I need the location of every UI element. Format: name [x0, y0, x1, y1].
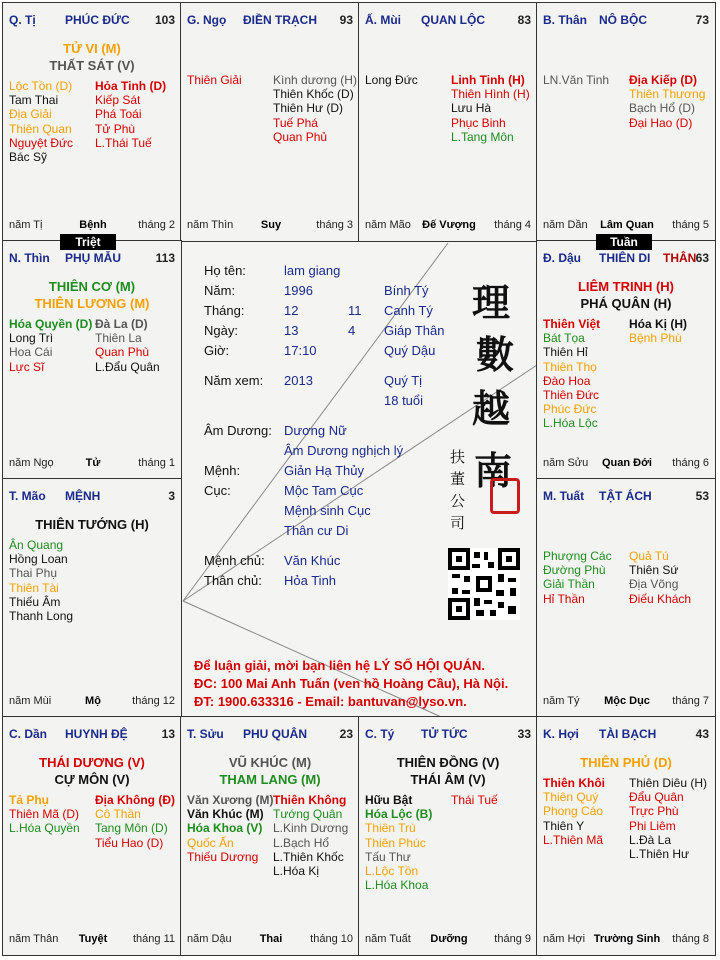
- star-item: Quan Phù: [95, 345, 150, 360]
- star-item: Thiên Hư (D): [273, 101, 344, 116]
- star-item: Đẩu Quân: [629, 790, 684, 805]
- day-can: Giáp Thân: [384, 323, 445, 338]
- star-item: Long Đức: [365, 73, 418, 87]
- star-item: Thiên Giải: [187, 73, 242, 87]
- palace-position: Đ. Dậu: [543, 251, 582, 265]
- star-item: Điếu Khách: [629, 591, 692, 606]
- palace-position: G. Ngọ: [187, 13, 227, 27]
- star-item: Linh Tinh (H): [451, 73, 525, 87]
- palace-number: 43: [695, 727, 709, 741]
- star-item: Thai Phụ: [9, 566, 58, 581]
- palace-footer: [9, 457, 177, 471]
- left-stars: [543, 776, 605, 847]
- palace-stage: Suy: [260, 219, 282, 231]
- star-item: Quốc Ấn: [187, 835, 234, 850]
- palace-year: năm Ngọ: [9, 457, 54, 469]
- star-item: L.Hóa Lộc: [543, 416, 598, 431]
- main-star: PHÁ QUÂN (H): [580, 296, 672, 311]
- star-item: Hóa Khoa (V): [187, 821, 263, 836]
- palace-header: [365, 13, 533, 29]
- palace-position: N. Thìn: [9, 251, 50, 265]
- palace-cell-dau: [536, 240, 716, 480]
- palace-name: TÀI BẠCH: [599, 727, 657, 741]
- left-stars: [543, 549, 612, 606]
- palace-header: [9, 727, 177, 743]
- star-item: L.Bạch Hổ: [273, 835, 330, 850]
- palace-stage: Trường Sinh: [593, 933, 661, 945]
- star-item: Quả Tú: [629, 549, 669, 563]
- age-value: 18 tuổi: [384, 393, 424, 408]
- star-item: Phong Cáo: [543, 804, 604, 819]
- palace-header: [543, 727, 711, 743]
- contact-line-2: ĐC: 100 Mai Anh Tuấn (ven hồ Hoàng Cầu), Hà Nội.: [194, 676, 509, 691]
- star-item: Đường Phù: [543, 563, 606, 578]
- star-item: Thiên La: [95, 331, 142, 346]
- palace-month: tháng 6: [672, 457, 709, 469]
- name-value: lam giang: [284, 263, 341, 278]
- star-item: Tam Thai: [9, 93, 59, 108]
- palace-number: 113: [155, 251, 175, 265]
- star-item: Thiên Diêu (H): [629, 776, 708, 790]
- amduong-label: Âm Dương:: [204, 423, 272, 438]
- star-item: Nguyệt Đức: [9, 135, 74, 150]
- calligraphy-char: 南: [474, 448, 513, 493]
- palace-stage: Đế Vượng: [422, 219, 476, 231]
- tuan-tag: Tuần: [596, 234, 652, 250]
- palace-stage: Mộc Dục: [604, 695, 650, 707]
- cuc-value: Mộc Tam Cục: [284, 483, 364, 498]
- palace-year: năm Tý: [543, 695, 580, 707]
- month-can: Canh Tý: [384, 303, 433, 318]
- palace-footer: [9, 219, 177, 233]
- palace-month: tháng 11: [132, 933, 175, 945]
- right-stars: [629, 317, 687, 345]
- main-star: CỰ MÔN (V): [54, 772, 130, 787]
- day-label: Ngày:: [204, 323, 238, 338]
- calligraphy-small: 董: [450, 470, 466, 488]
- main-star: THAM LANG (M): [219, 772, 321, 787]
- palace-position: Q. Tị: [9, 13, 36, 27]
- palace-year: năm Sửu: [543, 457, 589, 469]
- star-item: Thiếu Âm: [9, 594, 61, 609]
- star-item: Thiên Không: [273, 793, 347, 807]
- star-item: L.Hóa Khoa: [365, 878, 429, 893]
- main-star: THIÊN LƯƠNG (M): [34, 296, 150, 311]
- palace-stage: Thai: [259, 933, 283, 945]
- palace-footer: [543, 933, 711, 947]
- palace-position: T. Sửu: [187, 727, 224, 741]
- right-stars: [629, 776, 707, 861]
- view-year-can: Quý Tị: [384, 373, 423, 388]
- star-item: Văn Khúc (M): [187, 807, 264, 822]
- than-marker: THÂN: [663, 251, 697, 265]
- palace-name: ĐIỀN TRẠCH: [243, 13, 317, 27]
- left-stars: [543, 73, 609, 87]
- star-item: Bác Sỹ: [9, 149, 48, 164]
- left-stars: [9, 317, 92, 374]
- calligraphy-small: 司: [450, 514, 466, 532]
- day-lunar: 4: [348, 323, 356, 338]
- palace-number: 83: [517, 13, 531, 27]
- right-stars: [95, 793, 175, 850]
- palace-name: TẬT ÁCH: [599, 489, 652, 503]
- palace-footer: [543, 695, 711, 709]
- palace-year: năm Thìn: [187, 219, 234, 231]
- menh-label: Mệnh:: [204, 463, 241, 478]
- year-label: Năm:: [204, 283, 236, 298]
- main-star: THIÊN ĐỒNG (V): [396, 755, 500, 770]
- palace-footer: [365, 933, 533, 947]
- star-item: Lực Sĩ: [9, 359, 45, 374]
- star-item: Đà La (D): [95, 317, 148, 331]
- main-star: THẤT SÁT (V): [49, 58, 135, 73]
- star-item: L.Hóa Kị: [273, 863, 320, 878]
- star-item: Văn Xương (M): [187, 793, 274, 807]
- palace-number: 33: [517, 727, 531, 741]
- star-item: Phượng Các: [543, 549, 612, 563]
- star-item: Thiên Phúc: [365, 835, 426, 850]
- contact-line-1: Để luận giải, mời bạn liên hệ LÝ SỐ HỘI QUÁN.: [194, 658, 485, 673]
- palace-cell-ngo: [180, 2, 360, 242]
- star-item: Bát Tọa: [543, 331, 585, 346]
- palace-number: 23: [339, 727, 353, 741]
- palace-number: 63: [695, 251, 709, 265]
- palace-year: năm Dần: [543, 219, 588, 231]
- calligraphy-char: 越: [472, 386, 511, 431]
- star-item: L.Hóa Quyền: [9, 821, 80, 836]
- palace-footer: [365, 219, 533, 233]
- star-item: Thiên Thương: [629, 87, 706, 102]
- star-item: Tiểu Hao (D): [95, 835, 164, 850]
- palace-month: tháng 2: [138, 219, 175, 231]
- main-star: VŨ KHÚC (M): [228, 755, 312, 770]
- palace-number: 103: [154, 13, 175, 27]
- palace-stage: Tử: [85, 457, 101, 469]
- star-item: Thiên Khốc (D): [273, 87, 354, 102]
- thanchu-label: Thân chủ:: [204, 573, 262, 588]
- left-stars: [9, 793, 80, 836]
- palace-header: [543, 13, 711, 29]
- star-item: Thiên Trù: [365, 821, 416, 836]
- star-item: Thiên Mã (D): [9, 807, 80, 822]
- palace-number: 3: [168, 489, 175, 503]
- star-item: Thiên Đức: [543, 387, 600, 402]
- palace-footer: [9, 695, 177, 709]
- triet-tag: Triệt: [60, 234, 116, 250]
- menhchu-value: Văn Khúc: [284, 553, 341, 568]
- star-item: Hồng Loan: [9, 552, 68, 567]
- palace-year: năm Hợi: [543, 933, 586, 945]
- star-item: Thiên Sứ: [629, 563, 679, 578]
- palace-name: MỆNH: [65, 489, 101, 503]
- star-item: Lộc Tồn (D): [9, 79, 73, 93]
- palace-name: QUAN LỘC: [421, 13, 485, 27]
- menh-value: Giản Hạ Thủy: [284, 463, 364, 478]
- seal-stamp: [490, 478, 520, 514]
- palace-cell-mao: [2, 478, 182, 718]
- palace-year: năm Tuất: [365, 933, 411, 945]
- star-item: Địa Không (Đ): [95, 793, 175, 807]
- main-star: THÁI ÂM (V): [410, 772, 486, 787]
- palace-name: PHU QUÂN: [243, 727, 308, 741]
- star-item: Thiên Hình (H): [451, 87, 530, 102]
- star-item: Thiên Tài: [9, 580, 59, 595]
- palace-month: tháng 9: [494, 933, 531, 945]
- month-lunar: 11: [348, 303, 362, 318]
- star-item: Long Trì: [9, 331, 54, 346]
- palace-position: C. Dần: [9, 727, 48, 741]
- palace-month: tháng 8: [672, 933, 709, 945]
- star-item: Địa Võng: [629, 577, 679, 592]
- right-stars: [451, 793, 498, 807]
- star-item: Giải Thần: [543, 577, 595, 592]
- star-item: Kiếp Sát: [95, 93, 141, 108]
- view-year-value: 2013: [284, 373, 313, 388]
- star-item: Thiên Khôi: [543, 776, 605, 790]
- palace-name: PHỤ MẪU: [65, 251, 121, 265]
- calligraphy-small: 公: [450, 492, 466, 510]
- star-item: Thiếu Dương: [187, 849, 259, 864]
- star-item: Phục Binh: [451, 115, 506, 130]
- star-item: Trực Phù: [629, 804, 679, 819]
- palace-month: tháng 10: [310, 933, 353, 945]
- star-item: Tấu Thư: [365, 849, 411, 864]
- palace-position: C. Tý: [365, 727, 395, 741]
- center-info-panel: [180, 240, 537, 717]
- star-item: Địa Kiếp (D): [629, 73, 698, 87]
- palace-name: TỬ TỨC: [421, 727, 468, 741]
- palace-header: [9, 489, 177, 505]
- qr-code: [448, 548, 520, 620]
- palace-cell-ty_bottom: [358, 716, 538, 956]
- palace-month: tháng 4: [494, 219, 531, 231]
- star-item: Quan Phủ: [273, 129, 328, 144]
- palace-name: NÔ BỘC: [599, 13, 647, 27]
- star-item: Địa Giải: [9, 107, 52, 122]
- left-stars: [9, 79, 73, 164]
- star-item: L.Thiên Mã: [543, 832, 604, 847]
- month-solar: 12: [284, 303, 299, 318]
- palace-cell-mui: [358, 2, 538, 242]
- star-item: Ân Quang: [9, 538, 64, 552]
- palace-position: M. Tuất: [543, 489, 585, 503]
- left-stars: [543, 317, 600, 431]
- palace-footer: [187, 219, 355, 233]
- cuc-note-2: Thân cư Di: [284, 523, 349, 538]
- star-item: L.Tang Môn: [451, 129, 514, 144]
- palace-footer: [9, 933, 177, 947]
- palace-name: THIÊN DI: [599, 251, 651, 265]
- palace-year: năm Mão: [365, 219, 411, 231]
- palace-cell-ti: [2, 2, 182, 242]
- palace-stage: Quan Đới: [602, 457, 652, 469]
- cuc-label: Cục:: [204, 483, 231, 498]
- star-item: Kình dương (H): [273, 73, 357, 87]
- star-item: Thanh Long: [9, 608, 74, 623]
- right-stars: [629, 549, 691, 606]
- calligraphy-char: 數: [476, 332, 515, 377]
- palace-name: PHÚC ĐỨC: [65, 13, 130, 27]
- left-stars: [365, 793, 432, 892]
- left-stars: [365, 73, 418, 87]
- star-item: Tuế Phá: [273, 115, 318, 130]
- star-item: Bạch Hổ (D): [629, 101, 696, 116]
- left-stars: [187, 793, 274, 864]
- palace-header: [9, 251, 177, 267]
- main-star: THIÊN TƯỚNG (H): [35, 517, 149, 532]
- star-item: Tướng Quân: [273, 807, 343, 822]
- palace-number: 13: [161, 727, 175, 741]
- palace-header: [187, 727, 355, 743]
- star-item: Bệnh Phù: [629, 331, 682, 346]
- star-item: L.Thiên Hư: [629, 846, 690, 861]
- star-item: Thiên Hỉ: [543, 345, 588, 360]
- palace-header: [365, 727, 533, 743]
- star-item: Hỏa Tinh (D): [95, 79, 167, 93]
- palace-position: Ấ. Mùi: [365, 13, 401, 27]
- palace-cell-tuat: [536, 478, 716, 718]
- day-solar: 13: [284, 323, 299, 338]
- star-item: L.Đà La: [629, 832, 672, 847]
- palace-position: B. Thân: [543, 13, 587, 27]
- star-item: L.Thái Tuế: [95, 135, 152, 150]
- palace-year: năm Thân: [9, 933, 59, 945]
- star-item: Tử Phù: [95, 121, 136, 136]
- star-item: Hoa Cái: [9, 345, 53, 360]
- view-year-label: Năm xem:: [204, 373, 264, 388]
- main-star: TỬ VI (M): [63, 41, 121, 56]
- star-item: L.Đẩu Quân: [95, 359, 160, 374]
- palace-cell-dan: [2, 716, 182, 956]
- calligraphy-char: 理: [472, 280, 511, 325]
- right-stars: [629, 73, 705, 130]
- palace-cell-thin: [2, 240, 182, 480]
- star-item: Phúc Đức: [543, 402, 597, 417]
- amduong-value: Dương Nữ: [284, 423, 347, 438]
- star-item: Tả Phụ: [9, 793, 50, 807]
- star-item: Tang Môn (D): [95, 821, 168, 836]
- star-item: Cô Thần: [95, 807, 141, 822]
- star-item: Thái Tuế: [451, 793, 498, 807]
- star-item: Thiên Quý: [543, 790, 599, 805]
- right-stars: [273, 73, 357, 144]
- star-item: L.Kinh Dương: [273, 821, 349, 836]
- star-item: Đào Hoa: [543, 373, 591, 388]
- right-stars: [95, 79, 166, 150]
- palace-number: 93: [339, 13, 353, 27]
- star-item: LN.Văn Tinh: [543, 73, 610, 87]
- year-value: 1996: [284, 283, 313, 298]
- star-item: Hỉ Thần: [543, 591, 585, 606]
- star-item: Đại Hao (D): [629, 115, 693, 130]
- palace-position: K. Hợi: [543, 727, 579, 741]
- palace-month: tháng 5: [672, 219, 709, 231]
- hour-can: Quý Dậu: [384, 343, 436, 358]
- main-star: LIÊM TRINH (H): [577, 279, 675, 294]
- palace-month: tháng 12: [132, 695, 175, 707]
- star-item: L.Lộc Tồn: [365, 863, 419, 878]
- cuc-note-1: Mệnh sinh Cục: [284, 503, 371, 518]
- left-stars: [187, 73, 242, 87]
- main-star: THIÊN PHỦ (D): [580, 755, 672, 770]
- palace-month: tháng 1: [138, 457, 175, 469]
- star-item: Thiên Quan: [9, 121, 72, 136]
- star-item: Hóa Kị (H): [629, 317, 687, 331]
- star-item: Phá Toái: [95, 107, 142, 122]
- main-star: THÁI DƯƠNG (V): [39, 755, 145, 770]
- star-item: Hóa Lộc (B): [365, 807, 433, 822]
- palace-footer: [543, 219, 711, 233]
- palace-cell-hoi: [536, 716, 716, 956]
- palace-stage: Bệnh: [79, 219, 107, 231]
- palace-year: năm Mùi: [9, 695, 52, 707]
- palace-stage: Tuyệt: [78, 933, 108, 945]
- hour-label: Giờ:: [204, 343, 230, 358]
- calligraphy-small: 扶: [450, 448, 466, 466]
- palace-year: năm Tị: [9, 219, 43, 231]
- palace-header: [9, 13, 177, 29]
- palace-number: 53: [695, 489, 709, 503]
- star-item: Hữu Bật: [365, 793, 413, 807]
- right-stars: [451, 73, 530, 144]
- amduong-note: Âm Dương nghịch lý: [284, 443, 404, 458]
- palace-cell-than_top: [536, 2, 716, 242]
- star-item: Hóa Quyền (D): [9, 317, 93, 331]
- star-item: Thiên Việt: [543, 317, 601, 331]
- hour-value: 17:10: [284, 343, 317, 358]
- palace-header: [543, 489, 711, 505]
- menhchu-label: Mệnh chủ:: [204, 553, 265, 568]
- palace-position: T. Mão: [9, 489, 46, 503]
- star-item: Lưu Hà: [451, 101, 492, 116]
- palace-stage: Lâm Quan: [600, 219, 654, 231]
- star-item: Thiên Thọ: [543, 359, 597, 374]
- palace-footer: [543, 457, 711, 471]
- month-label: Tháng:: [204, 303, 245, 318]
- contact-line-3: ĐT: 1900.633316 - Email: bantuvan@lyso.vn.: [194, 694, 467, 709]
- right-stars: [95, 317, 160, 374]
- main-star: THIÊN CƠ (M): [48, 279, 136, 294]
- right-stars: [273, 793, 348, 878]
- star-item: L.Thiên Khốc: [273, 849, 344, 864]
- name-label: Họ tên:: [204, 263, 246, 278]
- palace-header: [187, 13, 355, 29]
- palace-footer: [187, 933, 355, 947]
- star-item: Phi Liêm: [629, 818, 676, 833]
- palace-month: tháng 7: [672, 695, 709, 707]
- palace-number: 73: [695, 13, 709, 27]
- star-item: Thiên Y: [543, 818, 585, 833]
- palace-stage: Mộ: [85, 695, 101, 707]
- palace-year: năm Dậu: [187, 933, 232, 945]
- left-stars: [9, 538, 73, 623]
- palace-name: HUYNH ĐỆ: [65, 727, 128, 741]
- palace-stage: Dưỡng: [430, 933, 468, 945]
- thanchu-value: Hỏa Tinh: [284, 573, 337, 588]
- palace-cell-suu: [180, 716, 360, 956]
- palace-month: tháng 3: [316, 219, 353, 231]
- year-can: Bính Tý: [384, 283, 429, 298]
